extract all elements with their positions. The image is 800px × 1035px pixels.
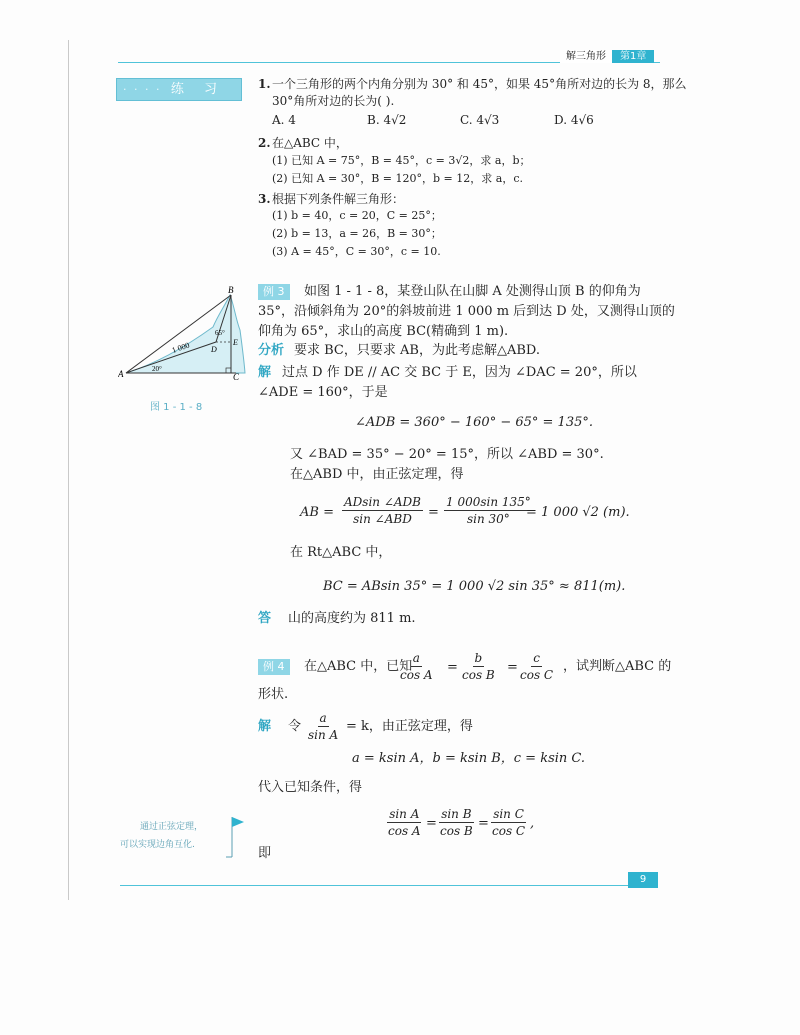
fraction-a-cosa-num: a [412, 651, 420, 665]
fraction-sinb-cosb-den: cos B [440, 824, 473, 838]
fraction-sina-cosa-den: cos A [388, 824, 421, 838]
header-title: 解三角形 [560, 50, 612, 63]
figure-caption: 图 1 - 1 - 8 [150, 402, 203, 413]
solution-3-line-1: 过点 D 作 DE // AC 交 BC 于 E，因为 ∠DAC = 20°，所以 [282, 365, 637, 380]
equation-sine-law: a = ksin A，b = ksin B，c = ksin C. [352, 751, 586, 766]
answer-tag: 答 [258, 611, 272, 626]
fraction-a-sina-den: sin A [308, 728, 339, 742]
fraction-ad-sin [342, 495, 423, 526]
solution-3-line-5: 在 Rt△ABC 中， [290, 545, 392, 560]
solution-3-line-3: 又 ∠BAD = 35° − 20° = 15°，所以 ∠ABD = 30°. [290, 447, 604, 462]
fraction-b-cosb-num: b [474, 651, 483, 665]
analysis-tag: 分析 [258, 343, 285, 358]
fraction-sinb-cosb [438, 807, 475, 838]
q3-number: 3. [258, 192, 271, 206]
q1-number: 1. [258, 77, 271, 91]
side-note-line-2: 可以实现边角互化. [120, 840, 195, 850]
fraction-c-cosc-num: c [533, 651, 540, 665]
equation-ab-lhs: AB = [300, 505, 334, 520]
q2-text: 在△ABC 中， [272, 136, 348, 150]
side-note-line-1: 通过正弦定理， [140, 822, 204, 832]
solution-4-post: = k，由正弦定理，得 [346, 719, 473, 734]
solution-tag-4: 解 [258, 719, 272, 734]
fraction-sinb-cosb-num: sin B [441, 807, 472, 821]
fraction-a-cosa-den: cos A [400, 668, 433, 682]
fraction-sinc-cosc [490, 807, 527, 838]
equation-bc: BC = ABsin 35° = 1 000 √2 sin 35° ≈ 811(m). [323, 579, 626, 594]
example-3-line-3: 仰角为 65°，求山的高度 BC(精确到 1 m). [258, 324, 509, 339]
label-dist: 1 000 [170, 340, 191, 355]
solution-4-end: 即 [258, 846, 272, 861]
q2-item-1: (1) 已知 A = 75°，B = 45°，c = 3√2，求 a，b； [272, 154, 531, 167]
page-number: 9 [628, 872, 658, 888]
label-angle-a: 20° [152, 365, 162, 373]
fraction-b-cosb-den: cos B [462, 668, 495, 682]
q1-option-b: B. 4√2 [367, 113, 407, 127]
mountain-figure [118, 285, 253, 385]
eq-comma: , [530, 816, 535, 831]
example-4-line-2: 形状. [258, 687, 289, 702]
q3-item-3: (3) A = 45°，C = 30°，c = 10. [272, 245, 441, 258]
header-chapter: 第1章 [612, 50, 654, 63]
binding-line [68, 40, 69, 900]
fraction-a-cosa [398, 651, 435, 682]
running-header [560, 50, 654, 63]
q1-text: 一个三角形的两个内角分别为 30° 和 45°，如果 45°角所对边的长为 8，那么 [272, 77, 687, 91]
answer-text: 山的高度约为 811 m. [288, 611, 416, 626]
fraction-c-cosc-den: cos C [520, 668, 554, 682]
q2-number: 2. [258, 136, 271, 150]
example-3-line-2: 35°，沿倾斜角为 20°的斜坡前进 1 000 m 后到达 D 处，又测得山顶的 [258, 304, 675, 319]
q3-item-2: (2) b = 13，a = 26，B = 30°； [272, 227, 442, 240]
fraction-a-sina-num: a [319, 711, 327, 725]
fraction-c-cosc [518, 651, 555, 682]
fraction-b-cosb [460, 651, 497, 682]
eq-sign-1: = [447, 660, 458, 675]
q2-item-2: (2) 已知 A = 30°，B = 120°，b = 12，求 a，c. [272, 172, 523, 185]
q1-option-d: D. 4√6 [554, 113, 594, 127]
equation-ab-rhs: = 1 000 √2 (m). [526, 505, 630, 520]
fraction-ad-sin-num: ADsin ∠ADB [344, 495, 421, 509]
banner-decoration: · · · · [123, 83, 162, 96]
solution-3-line-2: ∠ADE = 160°，于是 [258, 385, 388, 400]
q1-text-2: 30°角所对边的长为( ). [272, 94, 395, 108]
fraction-sina-cosa-num: sin A [389, 807, 420, 821]
fraction-ad-sin-den: sin ∠ABD [353, 512, 412, 526]
q3-item-1: (1) b = 40，c = 20，C = 25°； [272, 209, 442, 222]
fraction-1000-sin [444, 495, 533, 526]
fraction-sinc-cosc-den: cos C [492, 824, 526, 838]
solution-3-line-4: 在△ABD 中，由正弦定理，得 [290, 467, 464, 482]
label-a: A [118, 369, 124, 379]
solution-4-pre: 令 [288, 719, 302, 734]
label-c: C [233, 372, 240, 382]
equation-adb: ∠ADB = 360° − 160° − 65° = 135°. [355, 415, 593, 430]
q3-text: 根据下列条件解三角形： [272, 192, 405, 206]
label-angle-d: 65° [215, 329, 225, 337]
solution-4-line-2: 代入已知条件，得 [258, 780, 363, 795]
practice-banner [116, 78, 242, 101]
banner-label: 练 习 [170, 82, 225, 97]
label-d: D [211, 345, 217, 354]
fraction-1000-sin-den: sin 30° [466, 512, 510, 526]
footer-rule [120, 885, 630, 886]
fraction-1000-sin-num: 1 000sin 135° [446, 495, 531, 509]
example-4-label: 例 4 [258, 659, 290, 675]
label-e: E [233, 338, 238, 347]
flag-icon [226, 815, 246, 859]
analysis-text: 要求 BC，只要求 AB，为此考虑解△ABD. [294, 343, 540, 358]
eq-sign-2: = [507, 660, 518, 675]
eq-sign-3: = [426, 816, 437, 831]
fraction-sinc-cosc-num: sin C [493, 807, 524, 821]
solution-tag-3: 解 [258, 365, 272, 380]
example-3-line-1: 如图 1 - 1 - 8，某登山队在山脚 A 处测得山顶 B 的仰角为 [304, 284, 641, 299]
example-4-pre: 在△ABC 中，已知 [304, 659, 413, 674]
label-b: B [228, 285, 234, 295]
q1-option-c: C. 4√3 [460, 113, 500, 127]
example-4-post: ，试判断△ABC 的 [563, 659, 672, 674]
equation-ab-eq: = [428, 505, 439, 520]
example-3-label: 例 3 [258, 284, 290, 300]
fraction-a-sina [306, 711, 340, 742]
fraction-sina-cosa [386, 807, 423, 838]
q1-option-a: A. 4 [272, 113, 296, 127]
eq-sign-4: = [478, 816, 489, 831]
